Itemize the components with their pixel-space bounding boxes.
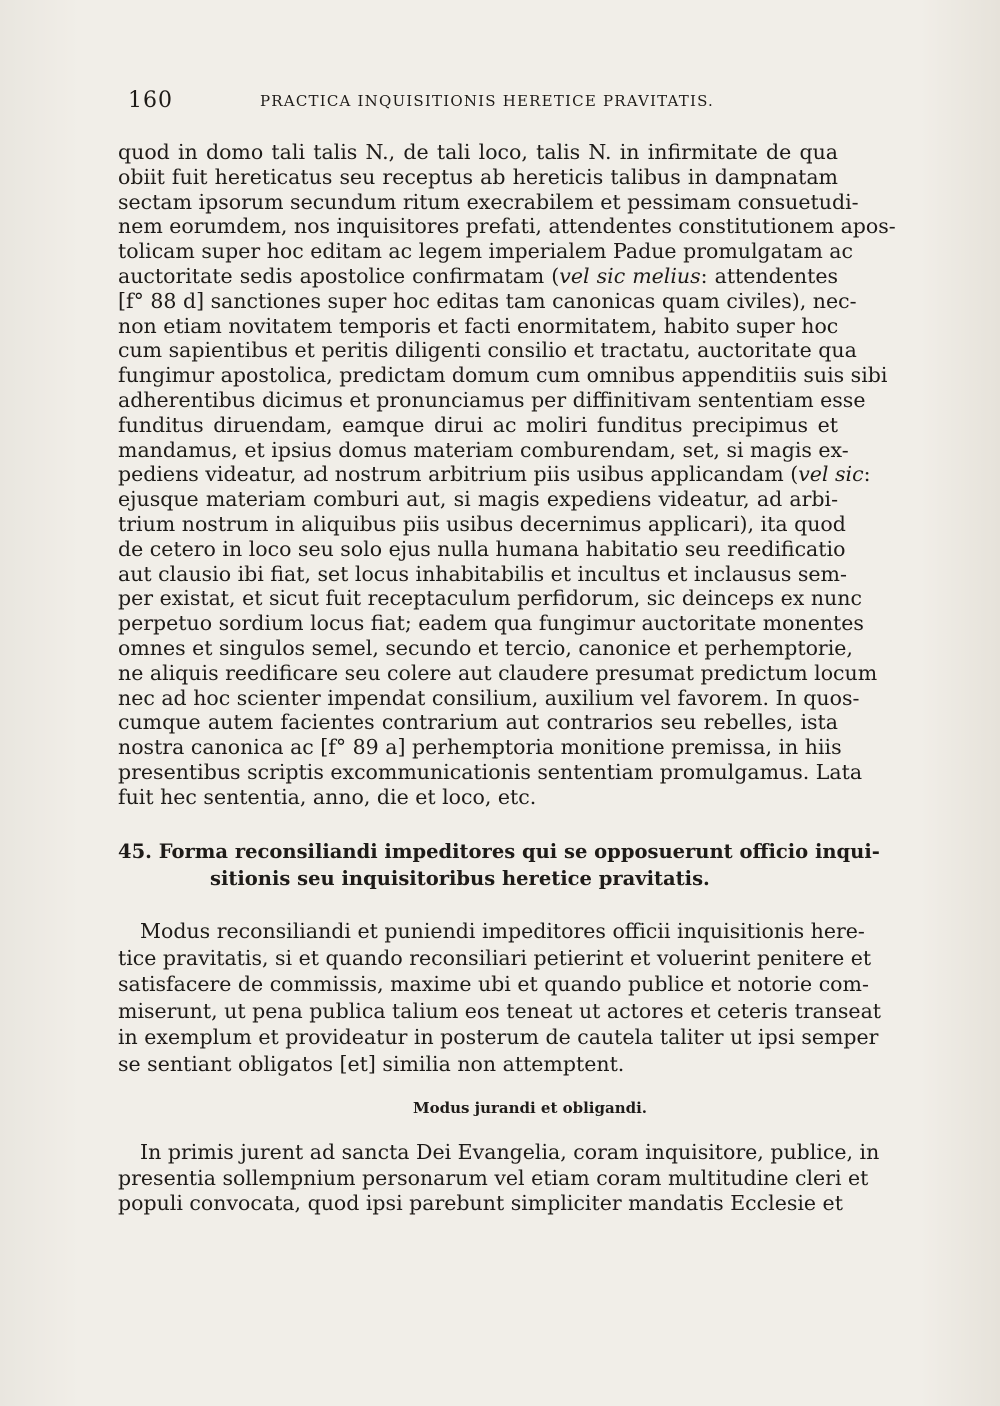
text-line: mandamus, et ipsius domus materiam comburendam, set, si magis ex- xyxy=(118,437,849,462)
text-line: nem eorumdem, nos inquisitores prefati, attendentes constitutionem apos- xyxy=(118,214,896,239)
text-line: omnes et singulos semel, secundo et tercio, canonice et perhemptorie, xyxy=(118,635,853,660)
text-line: nostra canonica ac [f° 89 a] perhemptoria monitione premissa, in hiis xyxy=(118,735,842,760)
text-line: fuit hec sententia, anno, die et loco, etc. xyxy=(118,784,537,809)
text-line: perpetuo sordium locus fiat; eadem qua fungimur auctoritate monentes xyxy=(118,611,864,636)
section-heading-line: sitionis seu inquisitoribus heretice pravitatis. xyxy=(210,867,710,890)
text-line: ne aliquis reedificare seu colere aut claudere presumat predictum locum xyxy=(118,660,878,685)
text-line: tolicam super hoc editam ac legem imperialem Padue promulgatam ac xyxy=(118,239,853,264)
text-line: cum sapientibus et peritis diligenti consilio et tractatu, auctoritate qua xyxy=(118,338,857,363)
text-line: se sentiant obligatos [et] similia non attemptent. xyxy=(118,1051,625,1076)
page-number: 160 xyxy=(128,88,173,113)
text-line: funditus diruendam, eamque dirui ac moliri funditus precipimus et xyxy=(118,412,838,437)
text-line: ejusque materiam comburi aut, si magis expediens videatur, ad arbi- xyxy=(118,487,838,512)
text-line: [f° 88 d] sanctiones super hoc editas tam canonicas quam civiles), nec- xyxy=(118,288,857,313)
text-line: presentia sollempnium personarum vel etiam coram multitudine cleri et xyxy=(118,1165,869,1190)
text-line: per existat, et sicut fuit receptaculum perfidorum, sic deinceps ex nunc xyxy=(118,586,862,611)
text-line: pediens videatur, ad nostrum arbitrium piis usibus applicandam (vel sic: xyxy=(118,462,871,487)
text-line: in exemplum et provideatur in posterum de cautela taliter ut ipsi semper xyxy=(118,1025,879,1049)
text-line: trium nostrum in aliquibus piis usibus decernimus applicari), ita quod xyxy=(118,511,846,536)
running-title: PRACTICA INQUISITIONIS HERETICE PRAVITATIS. xyxy=(260,92,715,110)
section-heading-45 xyxy=(118,838,880,892)
in-primis-paragraph xyxy=(118,1140,880,1217)
subheading-modus-jurandi: Modus jurandi et obligandi. xyxy=(412,1099,648,1117)
text-line: populi convocata, quod ipsi parebunt simpliciter mandatis Ecclesie et xyxy=(118,1191,843,1215)
text-line: cumque autem facientes contrarium aut contrarios seu rebelles, ista xyxy=(118,710,838,735)
text-line: tice pravitatis, si et quando reconsiliari petierint et voluerint penitere et xyxy=(118,945,872,970)
section-heading-line: 45. Forma reconsiliandi impeditores qui se opposuerunt officio inqui- xyxy=(118,840,880,863)
text-line: fungimur apostolica, predictam domum cum omnibus appenditiis suis sibi xyxy=(118,363,888,388)
text-line: de cetero in loco seu solo ejus nulla humana habitatio seu reedificatio xyxy=(118,536,846,561)
text-line: non etiam novitatem temporis et facti enormitatem, habito super hoc xyxy=(118,313,839,338)
text-line: adherentibus dicimus et pronunciamus per diffinitivam sententiam esse xyxy=(118,387,866,412)
text-line: sectam ipsorum secundum ritum execrabilem et pessimam consuetudi- xyxy=(118,189,859,214)
text-line: auctoritate sedis apostolice confirmatam (vel sic melius: attendentes xyxy=(118,263,838,288)
text-line: nec ad hoc scienter impendat consilium, auxilium vel favorem. In quos- xyxy=(118,685,860,710)
text-line: In primis jurent ad sancta Dei Evangelia, coram inquisitore, publice, in xyxy=(140,1140,880,1164)
sentence-text-block xyxy=(118,140,896,810)
text-line: presentibus scriptis excommunicationis sententiam promulgamus. Lata xyxy=(118,759,863,784)
text-line: obiit fuit hereticatus seu receptus ab hereticis talibus in dampnatam xyxy=(118,164,838,189)
modus-reconsiliandi-paragraph xyxy=(118,918,882,1077)
text-line: Modus reconsiliandi et puniendi impeditores officii inquisitionis here- xyxy=(140,919,865,943)
text-line: aut clausio ibi fiat, set locus inhabitabilis et incultus et inclausus sem- xyxy=(118,561,847,586)
text-line: miserunt, ut pena publica talium eos teneat ut actores et ceteris transeat xyxy=(118,998,882,1023)
text-line: quod in domo tali talis N., de tali loco, talis N. in infirmitate de qua xyxy=(118,140,838,164)
text-line: satisfacere de commissis, maxime ubi et quando publice et notorie com- xyxy=(118,972,869,996)
